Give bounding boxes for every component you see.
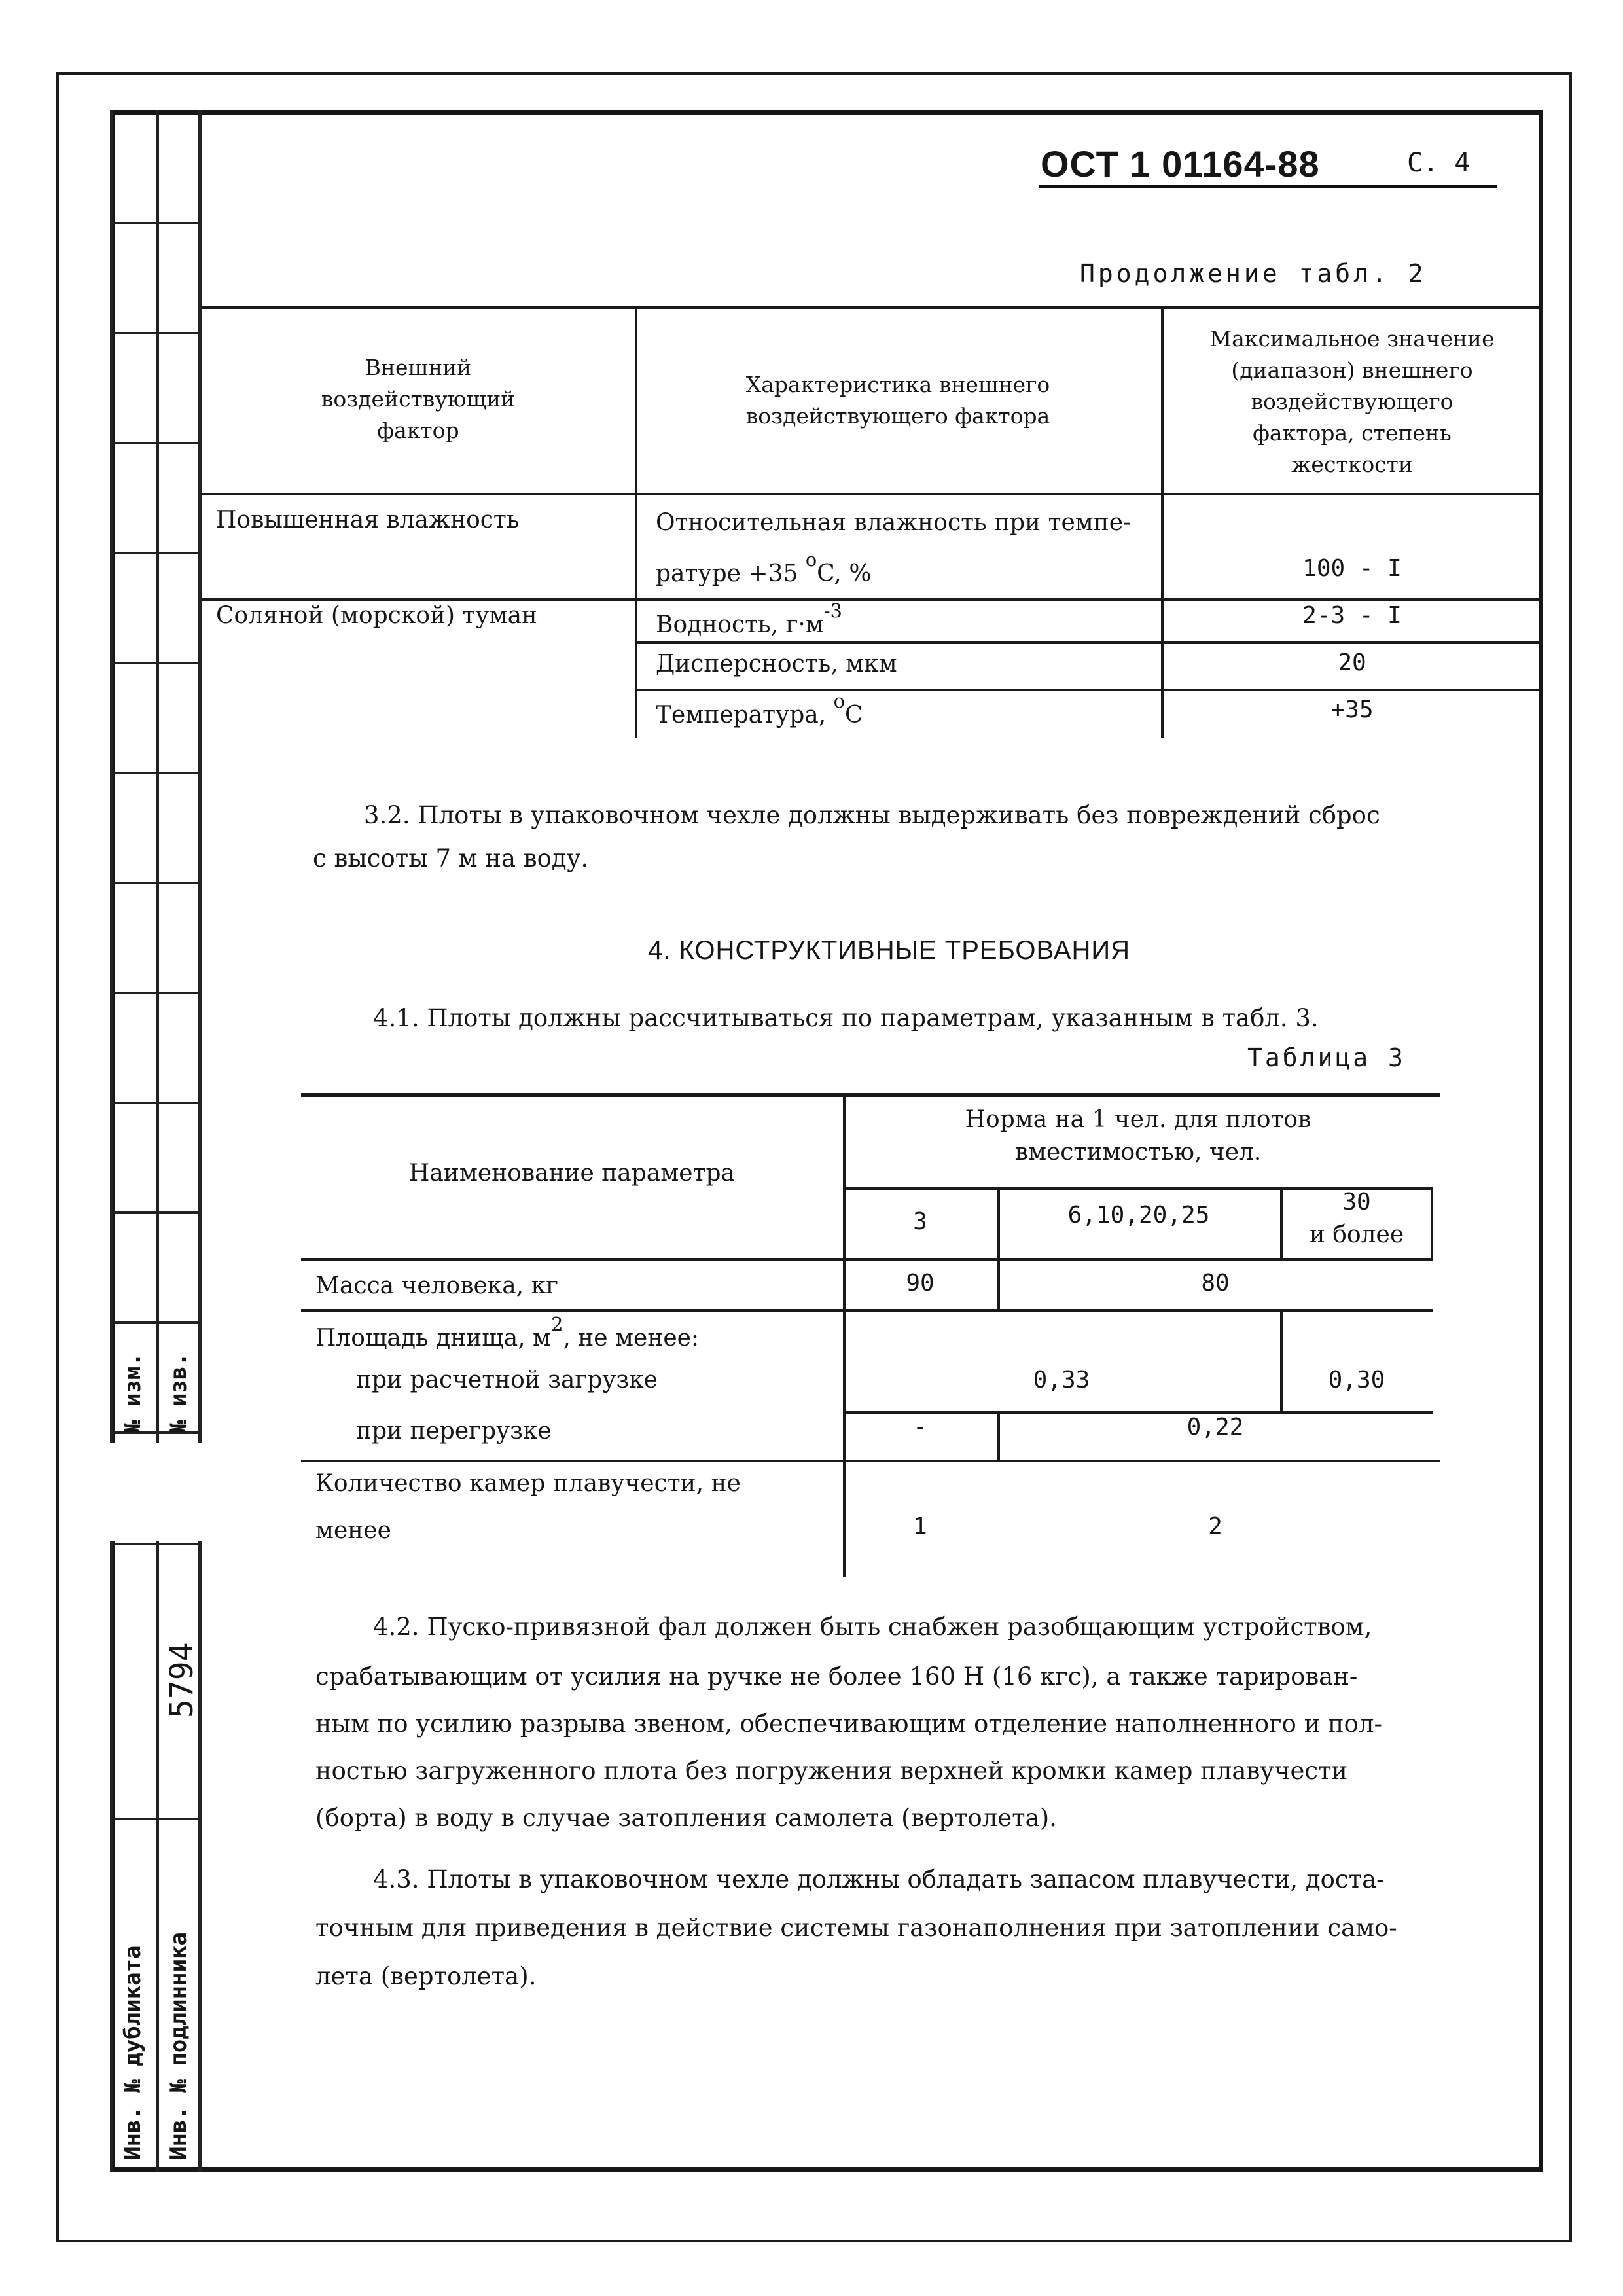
- t2-header-line: Характеристика внешнего: [745, 372, 1050, 397]
- t3-label-text: Площадь днища, м: [315, 1325, 552, 1352]
- t3-area-calc-v2: 0,30: [1328, 1367, 1385, 1393]
- para-3-2-line2: с высоты 7 м на воду.: [313, 844, 589, 872]
- t2-header-line: воздействующего фактора: [745, 403, 1050, 429]
- t3-label-text: , не менее:: [563, 1325, 700, 1352]
- t2-header-max-value: [1161, 323, 1543, 480]
- page-number: С. 4: [1407, 148, 1471, 178]
- t2-char-text: C: [844, 702, 863, 728]
- t3-header-norm-line2: вместимостью, чел.: [1014, 1139, 1262, 1166]
- t2-char-superscript: -3: [823, 599, 842, 622]
- t2-char-text: Температура,: [656, 702, 834, 728]
- t2-header-line: фактор: [377, 418, 459, 443]
- t2-char-text: ратуре +35: [656, 560, 806, 587]
- table-rule: [202, 493, 1543, 495]
- para-4-3-line3: лета (вертолета).: [315, 1962, 537, 1990]
- table-rule: [202, 306, 1543, 309]
- section-4-title: 4. КОНСТРУКТИВНЫЕ ТРЕБОВАНИЯ: [648, 936, 1131, 965]
- margin-izv-label: № изв.: [166, 1353, 192, 1433]
- t2-char-water-content: [656, 599, 842, 638]
- t2-factor-salt-fog: Соляной (морской) туман: [216, 602, 538, 629]
- t3-header-parameter: Наименование параметра: [409, 1160, 735, 1187]
- t2-header-line: Максимальное значение: [1209, 326, 1495, 351]
- para-3-2-line1: 3.2. Плоты в упаковочном чехле должны выдерживать без повреждений сброс: [364, 801, 1380, 829]
- margin-inventory-number: 5794: [164, 1642, 200, 1718]
- t2-char-temperature: [656, 689, 863, 728]
- table-rule: [635, 689, 1543, 691]
- t2-char-dispersity: Дисперсность, мкм: [656, 651, 897, 677]
- strip-cell: [110, 224, 202, 334]
- table-rule: [301, 1460, 1440, 1462]
- strip-gap: [105, 1443, 209, 1541]
- document-code: ОСТ 1 01164-88: [1041, 143, 1320, 185]
- para-4-2-line5: (борта) в воду в случае затопления самолета (вертолета).: [315, 1804, 1057, 1832]
- para-4-2-line3: ным по усилию разрыва звеном, обеспечивающим отделение наполненного и пол-: [315, 1710, 1382, 1738]
- t3-area-over-v1: -: [913, 1414, 927, 1441]
- strip-cell: [110, 884, 202, 994]
- strip-cell: [110, 1214, 202, 1324]
- t2-char-humidity-line1: Относительная влажность при темпе-: [656, 509, 1132, 536]
- t3-mass-v1: 90: [906, 1270, 935, 1297]
- t2-char-superscript: o: [833, 689, 845, 712]
- t2-header-line: фактора, степень: [1253, 420, 1452, 446]
- t2-value-water-content: 2-3 - I: [1302, 602, 1402, 629]
- t3-area-over-label: при перегрузке: [356, 1418, 552, 1444]
- t2-char-superscript: o: [805, 548, 817, 571]
- t3-subheader-6-25: 6,10,20,25: [1067, 1202, 1210, 1229]
- margin-izm-label: № изм.: [120, 1353, 146, 1433]
- t3-chambers-label-line2: менее: [315, 1517, 391, 1544]
- strip-cell: [110, 664, 202, 774]
- para-4-2-line1: 4.2. Пуско-привязной фал должен быть снабжен разобщающим устройством,: [373, 1613, 1372, 1641]
- t3-header-norm-line1: Норма на 1 чел. для плотов: [965, 1106, 1311, 1133]
- table2-continuation-caption: Продолжение табл. 2: [1080, 259, 1427, 288]
- table3-caption: Таблица 3: [1247, 1043, 1406, 1072]
- table-3: [301, 1093, 1440, 1577]
- margin-inv-original-label: Инв. № подлинника: [166, 1932, 192, 2160]
- t3-area-over-v2: 0,22: [1186, 1414, 1244, 1441]
- table-rule: [301, 1309, 1433, 1312]
- para-4-3-line1: 4.3. Плоты в упаковочном чехле должны обладать запасом плавучести, доста-: [373, 1865, 1385, 1893]
- strip-cell: [110, 774, 202, 884]
- t2-header-line: жесткости: [1291, 452, 1413, 477]
- t2-char-humidity-line2: [656, 548, 872, 587]
- strip-cell: [110, 994, 202, 1104]
- t2-char-text: Водность, г·м: [656, 611, 824, 638]
- table-rule: [1280, 1309, 1283, 1411]
- t3-area-calc-v1: 0,33: [1033, 1367, 1090, 1393]
- t2-header-line: (диапазон) внешнего: [1231, 357, 1473, 383]
- strip-cell: [110, 1104, 202, 1214]
- t3-subheader-30: 30: [1342, 1189, 1371, 1215]
- strip-cell: [110, 444, 202, 554]
- t3-chambers-v1: 1: [913, 1513, 927, 1540]
- t3-chambers-label-line1: Количество камер плавучести, не: [315, 1470, 741, 1497]
- t2-header-characteristic: [635, 369, 1161, 432]
- t3-chambers-v2: 2: [1208, 1513, 1222, 1540]
- table-rule: [301, 1093, 1440, 1097]
- document-code-underline: [1039, 185, 1497, 188]
- t2-char-text: C, %: [817, 560, 872, 587]
- t3-area-calc-label: при расчетной загрузке: [356, 1367, 658, 1393]
- para-4-2-line2: срабатывающим от усилия на ручке не более 160 Н (16 кгс), а также тарирован-: [315, 1662, 1358, 1691]
- table-2: [202, 306, 1543, 738]
- t2-value-humidity: 100 - I: [1302, 555, 1402, 582]
- t3-area-label: [315, 1312, 700, 1352]
- strip-cell: [110, 334, 202, 444]
- t2-header-line: воздействующего: [1251, 389, 1454, 414]
- strip-cell: [110, 554, 202, 664]
- para-4-1: 4.1. Плоты должны рассчитываться по параметрам, указанным в табл. 3.: [373, 1004, 1319, 1032]
- t3-mass-v2: 80: [1201, 1270, 1230, 1297]
- table-rule: [843, 1093, 846, 1577]
- t2-value-temperature: +35: [1330, 696, 1374, 723]
- t2-header-line: Внешний: [365, 355, 472, 380]
- t3-mass-label: Масса человека, кг: [315, 1272, 558, 1299]
- t3-subheader-and-more: и более: [1309, 1221, 1404, 1248]
- t3-label-superscript: 2: [551, 1312, 563, 1335]
- t2-factor-humidity: Повышенная влажность: [216, 507, 520, 533]
- table-rule: [635, 641, 1543, 644]
- margin-inv-duplicate-label: Инв. № дубликата: [120, 1945, 146, 2160]
- t2-value-dispersity: 20: [1338, 649, 1366, 676]
- table-rule: [202, 598, 1543, 601]
- t2-header-factor: [202, 352, 635, 446]
- para-4-3-line2: точным для приведения в действие системы газонаполнения при затоплении само-: [315, 1914, 1397, 1942]
- t3-subheader-3: 3: [913, 1208, 927, 1235]
- para-4-2-line4: ностью загруженного плота без погружения верхней кромки камер плавучести: [315, 1757, 1348, 1785]
- t2-header-line: воздействующий: [321, 386, 516, 412]
- strip-cell: [110, 110, 202, 224]
- table-rule: [301, 1258, 1433, 1261]
